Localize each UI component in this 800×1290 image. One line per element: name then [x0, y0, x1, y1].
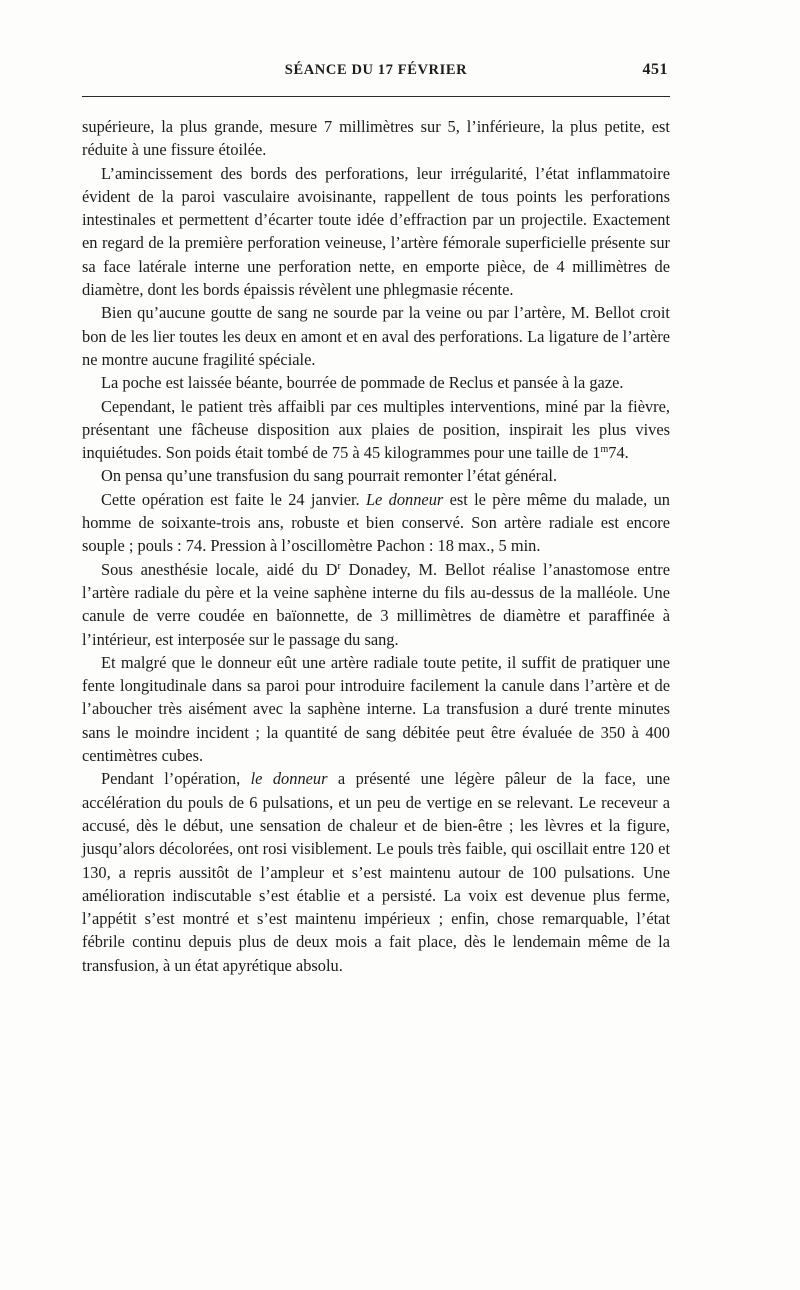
paragraph: [82, 651, 670, 767]
running-title: SÉANCE DU 17 FÉVRIER: [284, 62, 468, 78]
paragraph: [82, 464, 670, 487]
body-text: [82, 115, 670, 977]
paragraph-text: On pensa qu’une transfusion du sang pourrait remonter l’état général.: [101, 466, 558, 486]
italic-text: le donneur: [250, 769, 328, 789]
superscript-text: m: [600, 444, 609, 456]
header-rule: [82, 96, 670, 97]
page-number: 451: [642, 61, 668, 78]
paragraph: [82, 301, 670, 371]
paragraph-text: L’amincissement des bords des perforations, leur irrégularité, l’état inflammatoire évident de la paroi vasculaire avoisinante, rappellent de tous points les perforations intestinales et permettent d’écarter toute idée d’effraction par un projectile. Exactement en regard de la première perforation veineuse, l’artère fémorale superficielle présente sur sa face latérale interne une perforation nette, en emporte pièce, de 4 millimètres de diamètre, dont les bords épaissis révèlent une phlegmasie récente.: [82, 163, 670, 300]
paragraph: [82, 558, 670, 651]
paragraph: [82, 371, 670, 394]
paragraph-text: est le père même du malade, un homme de soixante-trois ans, robuste et bien conservé. Son artère radiale est encore souple ; pouls : 74. Pression à l’oscillomètre Pachon : 18 max., 5 min.: [82, 489, 670, 556]
superscript-text: r: [337, 560, 341, 572]
paragraph-text: supérieure, la plus grande, mesure 7 millimètres sur 5, l’inférieure, la plus petite, est réduite à une fissure étoilée.: [82, 117, 670, 160]
paragraph-text: Sous anesthésie locale, aidé du D: [101, 559, 338, 579]
paragraph-text: a présenté une légère pâleur de la face, une accélération du pouls de 6 pulsations, et un peu de vertige en se relevant. Le receveur a accusé, dès le début, une sensation de chaleur et de bien-être ; les lèvres et la figure, jusqu’alors décolorées, ont rosi visiblement. Le pouls très faible, qui oscillait entre 120 et 130, a repris aussitôt de l’ampleur et s’est maintenu autour de 100 pulsations. Une amélioration indiscutable s’est établie et a persisté. La voix est devenue plus ferme, l’appétit s’est montré et s’est maintenu impérieux ; enfin, chose remarquable, l’état fébrile continu depuis plus de deux mois a fait place, dès le lendemain même de la transfusion, à un état apyrétique absolu.: [82, 769, 670, 975]
paragraph-text: Cette opération est faite le 24 janvier.: [101, 489, 366, 509]
running-head: [82, 62, 670, 86]
italic-text: Le donneur: [365, 489, 444, 509]
paragraph-text: Pendant l’opération,: [101, 769, 251, 789]
paragraph-text: Donadey, M. Bellot réalise l’anastomose entre l’artère radiale du père et la veine saphène interne du fils au-dessus de la malléole. Une canule de verre coudée en baïonnette, de 3 millimètres de diamètre et paraffinée à l’intérieur, est interposée sur le passage du sang.: [82, 559, 670, 649]
paragraph: [82, 488, 670, 558]
paragraph-text: 74.: [608, 443, 629, 463]
paragraph-text: Et malgré que le donneur eût une artère radiale toute petite, il suffit de pratiquer une fente longitudinale dans sa paroi pour introduire facilement la canule dans l’artère et de l’aboucher très aisément avec la saphène interne. La transfusion a duré trente minutes sans le moindre incident ; la quantité de sang débitée peut être évaluée de 350 à 400 centimètres cubes.: [82, 652, 670, 766]
paragraph: [82, 115, 670, 162]
paragraph: [82, 395, 670, 465]
paragraph: [82, 162, 670, 302]
paragraph-text: Cependant, le patient très affaibli par ces multiples interventions, miné par la fièvre, présentant une fâcheuse disposition aux plaies de position, inspirait les plus vives inquiétudes. Son poids était tombé de 75 à 45 kilogrammes pour une taille de 1: [82, 396, 670, 463]
paragraph-text: La poche est laissée béante, bourrée de pommade de Reclus et pansée à la gaze.: [101, 373, 624, 393]
paragraph: [82, 767, 670, 977]
paragraph-text: Bien qu’aucune goutte de sang ne sourde par la veine ou par l’artère, M. Bellot croit bon de les lier toutes les deux en amont et en aval des perforations. La ligature de l’artère ne montre aucune fragilité spéciale.: [82, 303, 670, 369]
